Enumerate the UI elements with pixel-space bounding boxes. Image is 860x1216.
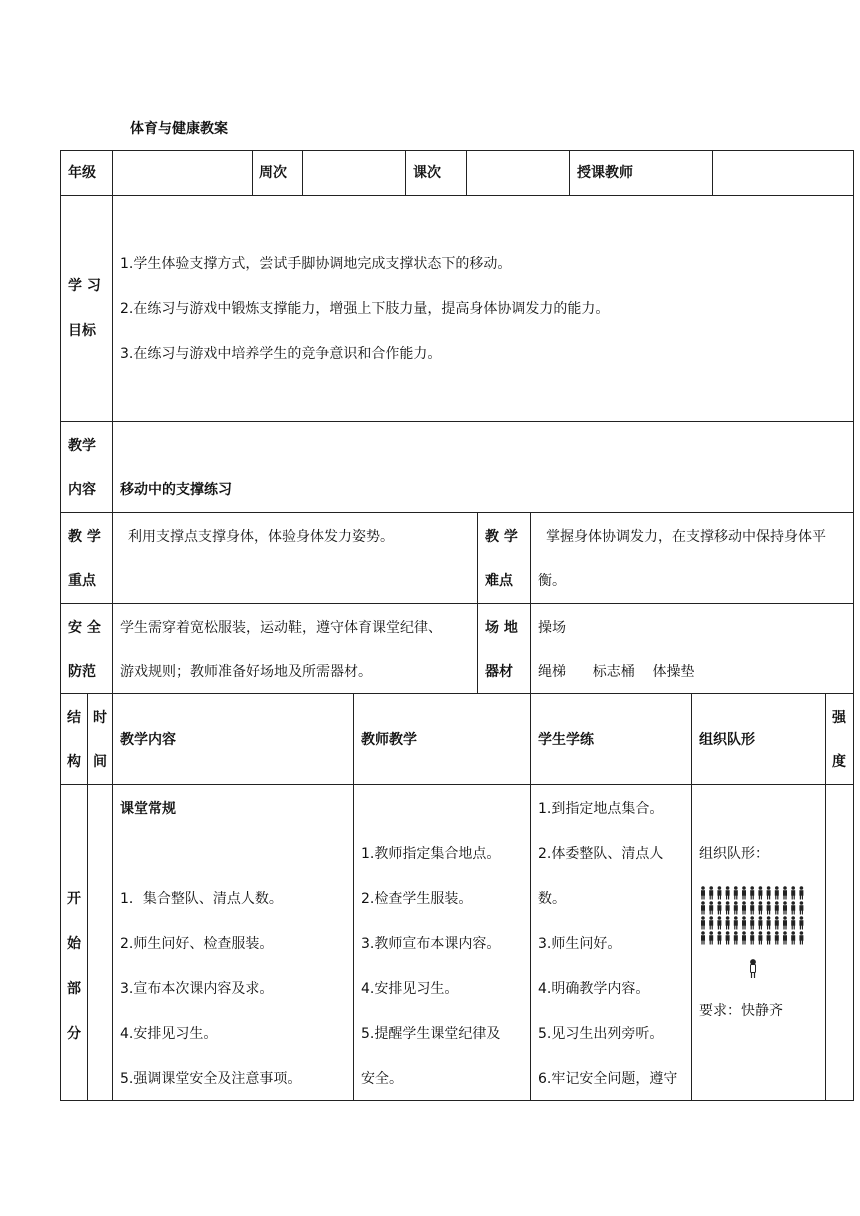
keypoint-label-line2: 重点 (68, 573, 96, 589)
objectives-label-cell (60, 195, 113, 422)
student-figure-icon (742, 886, 746, 899)
teacher-value-cell[interactable] (712, 150, 854, 196)
student-figure-icon (799, 886, 803, 899)
lesson-label: 课次 (413, 165, 441, 181)
time-header-char1: 时 (93, 710, 107, 726)
venue-value-line1: 操场 (538, 620, 566, 636)
formation-header-cell (691, 693, 826, 785)
student-figure-icon (775, 901, 779, 914)
content-label-line2: 内容 (68, 482, 96, 498)
student-figure-icon (717, 916, 721, 929)
intensity-header-char2: 度 (832, 754, 846, 770)
teacher-item: 4.安排见习生。 (361, 981, 459, 997)
student-figure-icon (750, 901, 754, 914)
content-value-cell (112, 421, 854, 513)
student-figure-icon (734, 916, 738, 929)
student-figure-icon (734, 901, 738, 914)
objectives-value-cell (112, 195, 854, 422)
student-practice-header: 学生学练 (538, 732, 594, 748)
difficulty-value-cell (530, 512, 854, 604)
student-item: 5.见习生出列旁听。 (538, 1026, 664, 1042)
objective-item: 1.学生体验支撑方式，尝试手脚协调地完成支撑状态下的移动。 (120, 256, 512, 272)
section-content-item: 3.宣布本次课内容及求。 (120, 981, 274, 997)
student-figure-icon (758, 931, 762, 944)
teacher-item: 2.检查学生服装。 (361, 891, 473, 907)
student-figure-icon (758, 916, 762, 929)
teacher-item: 5.提醒学生课堂纪律及 (361, 1026, 501, 1042)
safety-label-line2: 防范 (68, 664, 96, 680)
objective-item: 3.在练习与游戏中培养学生的竞争意识和合作能力。 (120, 346, 442, 362)
student-figure-icon (758, 886, 762, 899)
time-header-char2: 间 (93, 754, 107, 770)
student-practice-header-cell (530, 693, 692, 785)
grade-label-cell (60, 150, 113, 196)
week-label-cell (252, 150, 303, 196)
student-item: 1.到指定地点集合。 (538, 801, 664, 817)
student-figure-icon (750, 916, 754, 929)
teacher-item: 安全。 (361, 1071, 403, 1087)
section-content-item: 2.师生问好、检查服装。 (120, 936, 274, 952)
teacher-label: 授课教师 (577, 165, 633, 181)
time-header-cell (87, 693, 113, 785)
venue-value-line2: 绳梯 标志桶 体操垫 (538, 664, 695, 680)
student-figure-icon (701, 901, 705, 914)
student-figure-icon (701, 916, 705, 929)
formation-requirement: 要求：快静齐 (699, 1003, 783, 1019)
section-formation-cell (691, 784, 826, 1101)
student-figure-icon (717, 886, 721, 899)
student-figure-icon (750, 886, 754, 899)
student-figure-icon (767, 931, 771, 944)
student-figure-icon (783, 931, 787, 944)
safety-label-line1: 安 全 (68, 620, 101, 636)
student-figure-icon (701, 931, 705, 944)
content-label-line1: 教学 (68, 438, 96, 454)
section-content-item: 5.强调课堂安全及注意事项。 (120, 1071, 302, 1087)
student-item: 2.体委整队、清点人 (538, 846, 664, 862)
structure-header-char1: 结 (67, 710, 81, 726)
student-figure-icon (791, 931, 795, 944)
objectives-label-line1: 学 习 (68, 278, 101, 294)
section-content-item: 4.安排见习生。 (120, 1026, 218, 1042)
keypoint-label-cell (60, 512, 113, 604)
student-item: 4.明确教学内容。 (538, 981, 650, 997)
section-name-char: 部 (67, 981, 81, 997)
formation-diagram (700, 885, 810, 980)
student-figure-icon (791, 886, 795, 899)
student-figure-icon (775, 886, 779, 899)
section-name-char: 始 (67, 936, 81, 952)
grade-label: 年级 (68, 165, 96, 181)
student-item: 3.师生问好。 (538, 936, 622, 952)
section-intensity-cell (825, 784, 854, 1101)
teach-content-header-cell (112, 693, 354, 785)
student-figure-icon (767, 916, 771, 929)
grade-value-cell[interactable] (112, 150, 253, 196)
teacher-teach-header-cell (353, 693, 531, 785)
safety-value-line2: 游戏规则；教师准备好场地及所需器材。 (120, 664, 372, 680)
student-figure-icon (799, 901, 803, 914)
safety-label-cell (60, 603, 113, 694)
formation-header: 组织队形 (699, 732, 755, 748)
formation-label: 组织队形： (699, 846, 769, 862)
section-student-cell (530, 784, 692, 1101)
page-title: 体育与健康教案 (130, 121, 228, 137)
venue-value-cell (530, 603, 854, 694)
student-figure-icon (742, 916, 746, 929)
section-content-item: 1．集合整队、清点人数。 (120, 891, 283, 907)
student-figure-icon (758, 901, 762, 914)
intensity-header-cell (825, 693, 854, 785)
section-content-title: 课堂常规 (120, 801, 176, 817)
venue-label-line2: 器材 (485, 664, 513, 680)
objectives-label-line2: 目标 (68, 323, 96, 339)
lesson-value-cell[interactable] (466, 150, 570, 196)
week-label: 周次 (259, 165, 287, 181)
structure-header-cell (60, 693, 88, 785)
difficulty-label-line2: 难点 (485, 573, 513, 589)
student-figure-icon (726, 886, 730, 899)
teacher-teach-header: 教师教学 (361, 732, 417, 748)
student-figure-icon (791, 916, 795, 929)
teacher-label-cell (569, 150, 713, 196)
student-figure-icon (709, 931, 713, 944)
student-figure-icon (742, 901, 746, 914)
keypoint-label-line1: 教 学 (68, 529, 101, 545)
content-label-cell (60, 421, 113, 513)
section-teacher-cell (353, 784, 531, 1101)
student-figure-icon (734, 931, 738, 944)
intensity-header-char1: 强 (832, 710, 846, 726)
keypoint-value-cell (112, 512, 478, 604)
student-figure-icon (717, 931, 721, 944)
teacher-figure-icon (751, 960, 756, 978)
section-name-char: 分 (67, 1026, 81, 1042)
student-figure-icon (783, 901, 787, 914)
week-value-cell[interactable] (302, 150, 406, 196)
student-figure-icon (775, 931, 779, 944)
student-figure-icon (726, 916, 730, 929)
lesson-label-cell (405, 150, 467, 196)
student-figure-icon (709, 916, 713, 929)
section-time-cell (87, 784, 113, 1101)
student-figure-icon (742, 931, 746, 944)
difficulty-label-cell (477, 512, 531, 604)
student-figure-icon (799, 916, 803, 929)
student-item: 数。 (538, 891, 566, 907)
difficulty-value-line2: 衡。 (538, 573, 566, 589)
section-name-char: 开 (67, 891, 81, 907)
student-figure-icon (775, 916, 779, 929)
student-figure-icon (734, 886, 738, 899)
student-figure-icon (791, 901, 795, 914)
section-content-cell (112, 784, 354, 1101)
safety-value-cell (112, 603, 478, 694)
section-name-cell (60, 784, 88, 1101)
student-figure-icon (726, 901, 730, 914)
student-figure-icon (709, 886, 713, 899)
student-item: 6.牢记安全问题，遵守 (538, 1071, 678, 1087)
teacher-item: 3.教师宣布本课内容。 (361, 936, 501, 952)
student-figure-icon (799, 931, 803, 944)
student-figure-icon (750, 931, 754, 944)
student-figure-icon (717, 901, 721, 914)
structure-header-char2: 构 (67, 754, 81, 770)
content-value: 移动中的支撑练习 (120, 482, 232, 498)
student-figure-icon (709, 901, 713, 914)
teach-content-header: 教学内容 (120, 732, 176, 748)
venue-label-line1: 场 地 (485, 620, 518, 636)
safety-value-line1: 学生需穿着宽松服装，运动鞋，遵守体育课堂纪律、 (120, 620, 442, 636)
objective-item: 2.在练习与游戏中锻炼支撑能力，增强上下肢力量，提高身体协调发力的能力。 (120, 301, 610, 317)
student-figure-icon (783, 916, 787, 929)
student-figure-icon (767, 901, 771, 914)
teacher-item: 1.教师指定集合地点。 (361, 846, 501, 862)
student-figure-icon (783, 886, 787, 899)
venue-label-cell (477, 603, 531, 694)
difficulty-value-line1: 掌握身体协调发力，在支撑移动中保持身体平 (546, 529, 826, 545)
keypoint-value: 利用支撑点支撑身体，体验身体发力姿势。 (128, 529, 394, 545)
student-figure-icon (767, 886, 771, 899)
difficulty-label-line1: 教 学 (485, 529, 518, 545)
student-figure-icon (726, 931, 730, 944)
student-figure-icon (701, 886, 705, 899)
